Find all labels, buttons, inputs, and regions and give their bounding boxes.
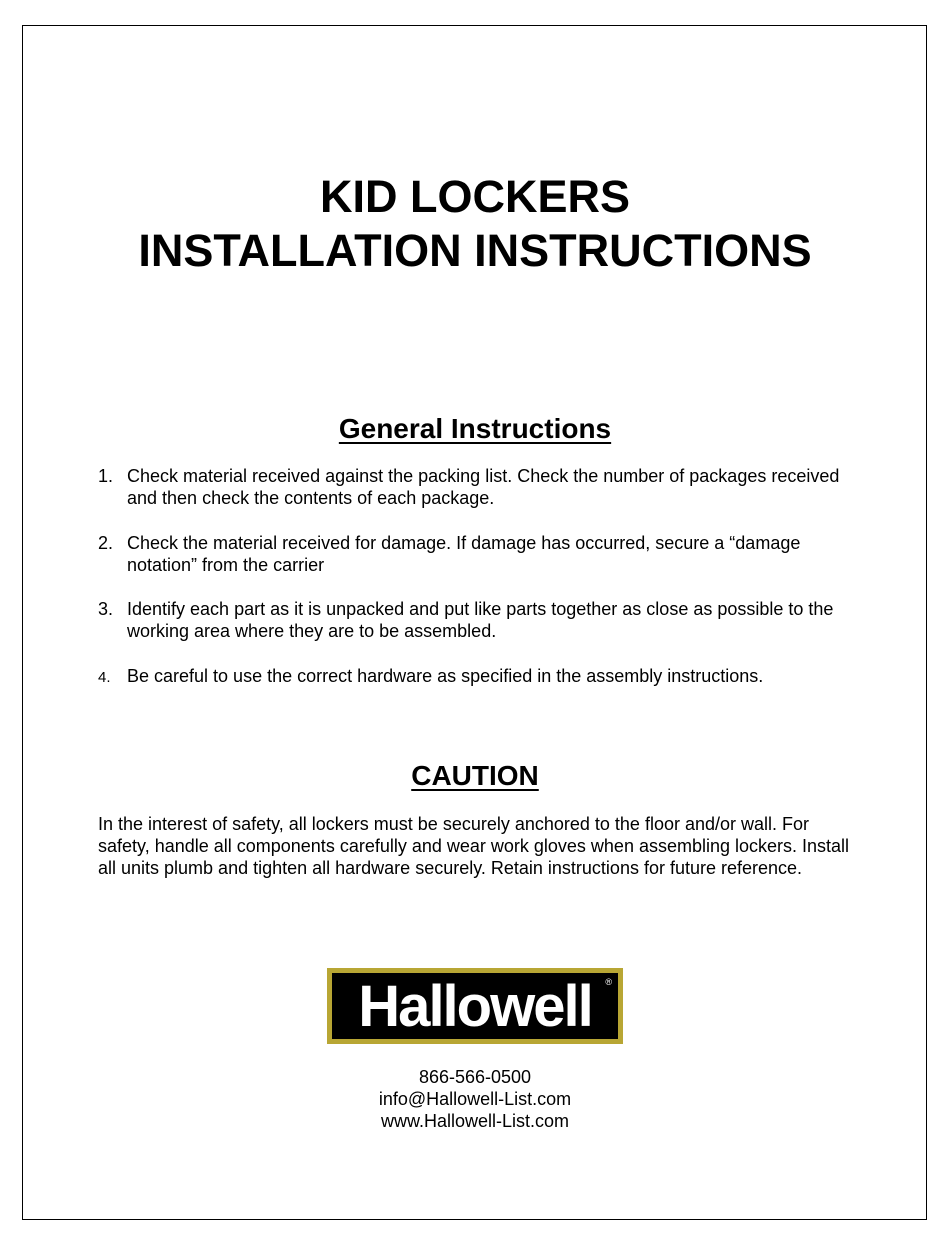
general-instructions-heading: General Instructions [338, 413, 612, 444]
item-text: Identify each part as it is unpacked and put like parts together as close as possible to the working area where they are to be assembled. [127, 599, 834, 641]
list-item [98, 665, 858, 687]
hallowell-logo [327, 968, 623, 1044]
email: info@Hallowell-List.com [378, 1089, 572, 1109]
item-number: 2. [98, 533, 114, 553]
registered-mark: ® [605, 977, 612, 987]
item-number: 3. [98, 599, 114, 619]
list-item [98, 465, 858, 509]
item-number: 4. [98, 669, 111, 686]
website: www.Hallowell-List.com [380, 1111, 570, 1131]
caution-text: In the interest of safety, all lockers must be securely anchored to the floor and/or wall. For safety, handle all components carefully and wear work gloves when assembling lockers. Install all units plumb and tighten all hardware securely. Retain instructions for future reference. [98, 814, 850, 878]
title-line-2: INSTALLATION INSTRUCTIONS [138, 225, 812, 276]
logo-text: Hallowell [358, 973, 592, 1039]
title-line-1: KID LOCKERS [319, 171, 630, 222]
item-text: Check the material received for damage. If damage has occurred, secure a “damage notation” from the carrier [127, 533, 801, 575]
caution-heading: CAUTION [411, 760, 539, 791]
list-item [98, 598, 858, 642]
item-text: Check material received against the packing list. Check the number of packages received and then check the contents of each package. [127, 466, 840, 508]
contact-info [0, 1066, 950, 1132]
phone: 866-566-0500 [418, 1067, 532, 1087]
item-text: Be careful to use the correct hardware as specified in the assembly instructions. [127, 666, 764, 686]
item-number: 1. [98, 466, 114, 486]
list-item [98, 532, 858, 576]
